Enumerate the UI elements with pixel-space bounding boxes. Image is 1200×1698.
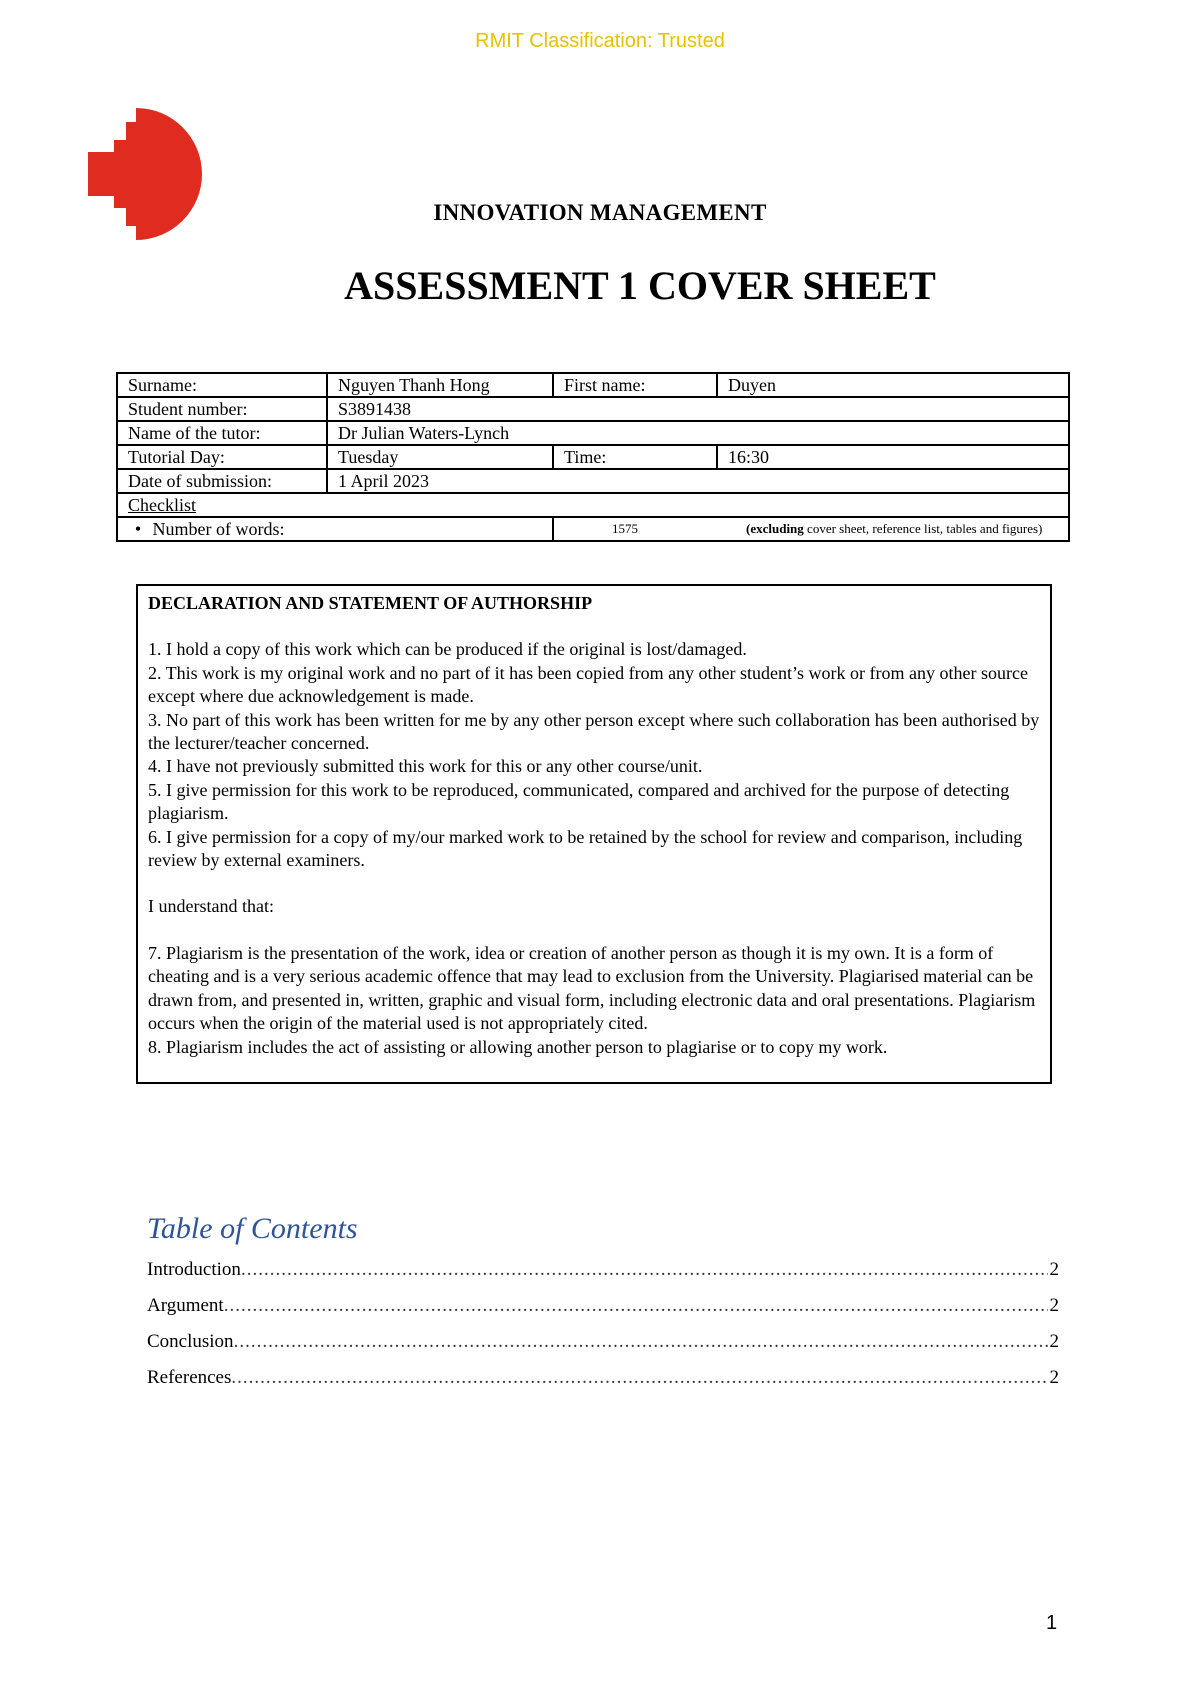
page-number: 1 [1046, 1612, 1058, 1634]
tutor-value: Dr Julian Waters-Lynch [327, 421, 1069, 445]
toc-entry-label[interactable]: References [147, 1367, 232, 1388]
word-count-value: 1575 [612, 521, 638, 536]
first-name-value: Duyen [717, 373, 1069, 397]
toc-entry-introduction[interactable] [147, 1252, 1059, 1288]
declaration-item: 1. I hold a copy of this work which can be produced if the original is lost/damaged. [148, 639, 747, 660]
classification-label: RMIT Classification: Trusted [475, 30, 725, 52]
submission-date-value: 1 April 2023 [327, 469, 1069, 493]
student-info-table [116, 372, 1070, 542]
toc-entry-argument[interactable] [147, 1288, 1059, 1324]
toc-entry-page[interactable]: 2 [1049, 1259, 1059, 1280]
surname-value: Nguyen Thanh Hong [327, 373, 553, 397]
declaration-item: 6. I give permission for a copy of my/our marked work to be retained by the school for review and comparison, including review by external examiners. [148, 826, 1023, 871]
table-row [117, 445, 1069, 469]
time-label: Time: [553, 445, 717, 469]
tutor-label: Name of the tutor: [117, 421, 327, 445]
declaration-item: 5. I give permission for this work to be reproduced, communicated, compared and archived for the purpose of detecting plagiarism. [148, 779, 1010, 824]
table-row [117, 469, 1069, 493]
student-number-label: Student number: [117, 397, 327, 421]
toc-entry-references[interactable] [147, 1360, 1059, 1396]
toc-entry-label[interactable]: Conclusion [147, 1331, 234, 1352]
tutorial-day-value: Tuesday [327, 445, 553, 469]
table-row [117, 421, 1069, 445]
declaration-item: 8. Plagiarism includes the act of assisting or allowing another person to plagiarise or to copy my work. [148, 1036, 888, 1057]
declaration-item: 2. This work is my original work and no part of it has been copied from any other student’s work or from any other source except where due acknowledgement is made. [148, 662, 1028, 707]
first-name-label: First name: [553, 373, 717, 397]
declaration-item: 3. No part of this work has been written for me by any other person except where such collaboration has been authorised by the lecturer/teacher concerned. [148, 709, 1040, 754]
declaration-item: 4. I have not previously submitted this work for this or any other course/unit. [148, 756, 703, 777]
toc-entry-label[interactable]: Introduction [147, 1259, 241, 1280]
checklist-label: Checklist [128, 495, 196, 515]
surname-label: Surname: [117, 373, 327, 397]
tutorial-day-label: Tutorial Day: [117, 445, 327, 469]
cover-sheet-title: ASSESSMENT 1 COVER SHEET [344, 263, 936, 308]
table-row [117, 373, 1069, 397]
toc-entry-label[interactable]: Argument [147, 1295, 224, 1316]
toc-entry-page[interactable]: 2 [1049, 1331, 1059, 1352]
table-row [117, 397, 1069, 421]
word-count-label: Number of words: [152, 519, 285, 539]
word-count-note-bold: (excluding [746, 521, 804, 536]
table-row [117, 493, 1069, 517]
toc-entry-page[interactable]: 2 [1049, 1367, 1059, 1388]
toc-entry-page[interactable]: 2 [1049, 1295, 1059, 1316]
table-of-contents [147, 1252, 1059, 1396]
bullet-icon: • [134, 519, 142, 539]
declaration-title: DECLARATION AND STATEMENT OF AUTHORSHIP [148, 593, 593, 613]
toc-title: Table of Contents [147, 1212, 358, 1245]
student-number-value: S3891438 [327, 397, 1069, 421]
understand-statement: I understand that: [148, 896, 274, 917]
word-count-note: cover sheet, reference list, tables and figures) [807, 521, 1043, 536]
declaration-item: 7. Plagiarism is the presentation of the work, idea or creation of another person as though it is my own. It is a form of cheating and is a very serious academic offence that may lead to exclusion from the University. Plagiarised material can be drawn from, and presented in, written, graphic and visual form, including electronic data and oral presentations. Plagiarism occurs when the origin of the material used is not appropriately cited. [148, 942, 1036, 1034]
time-value: 16:30 [717, 445, 1069, 469]
course-title: INNOVATION MANAGEMENT [433, 200, 767, 225]
toc-entry-conclusion[interactable] [147, 1324, 1059, 1360]
declaration-box [136, 584, 1052, 1084]
submission-date-label: Date of submission: [117, 469, 327, 493]
table-row [117, 517, 1069, 541]
